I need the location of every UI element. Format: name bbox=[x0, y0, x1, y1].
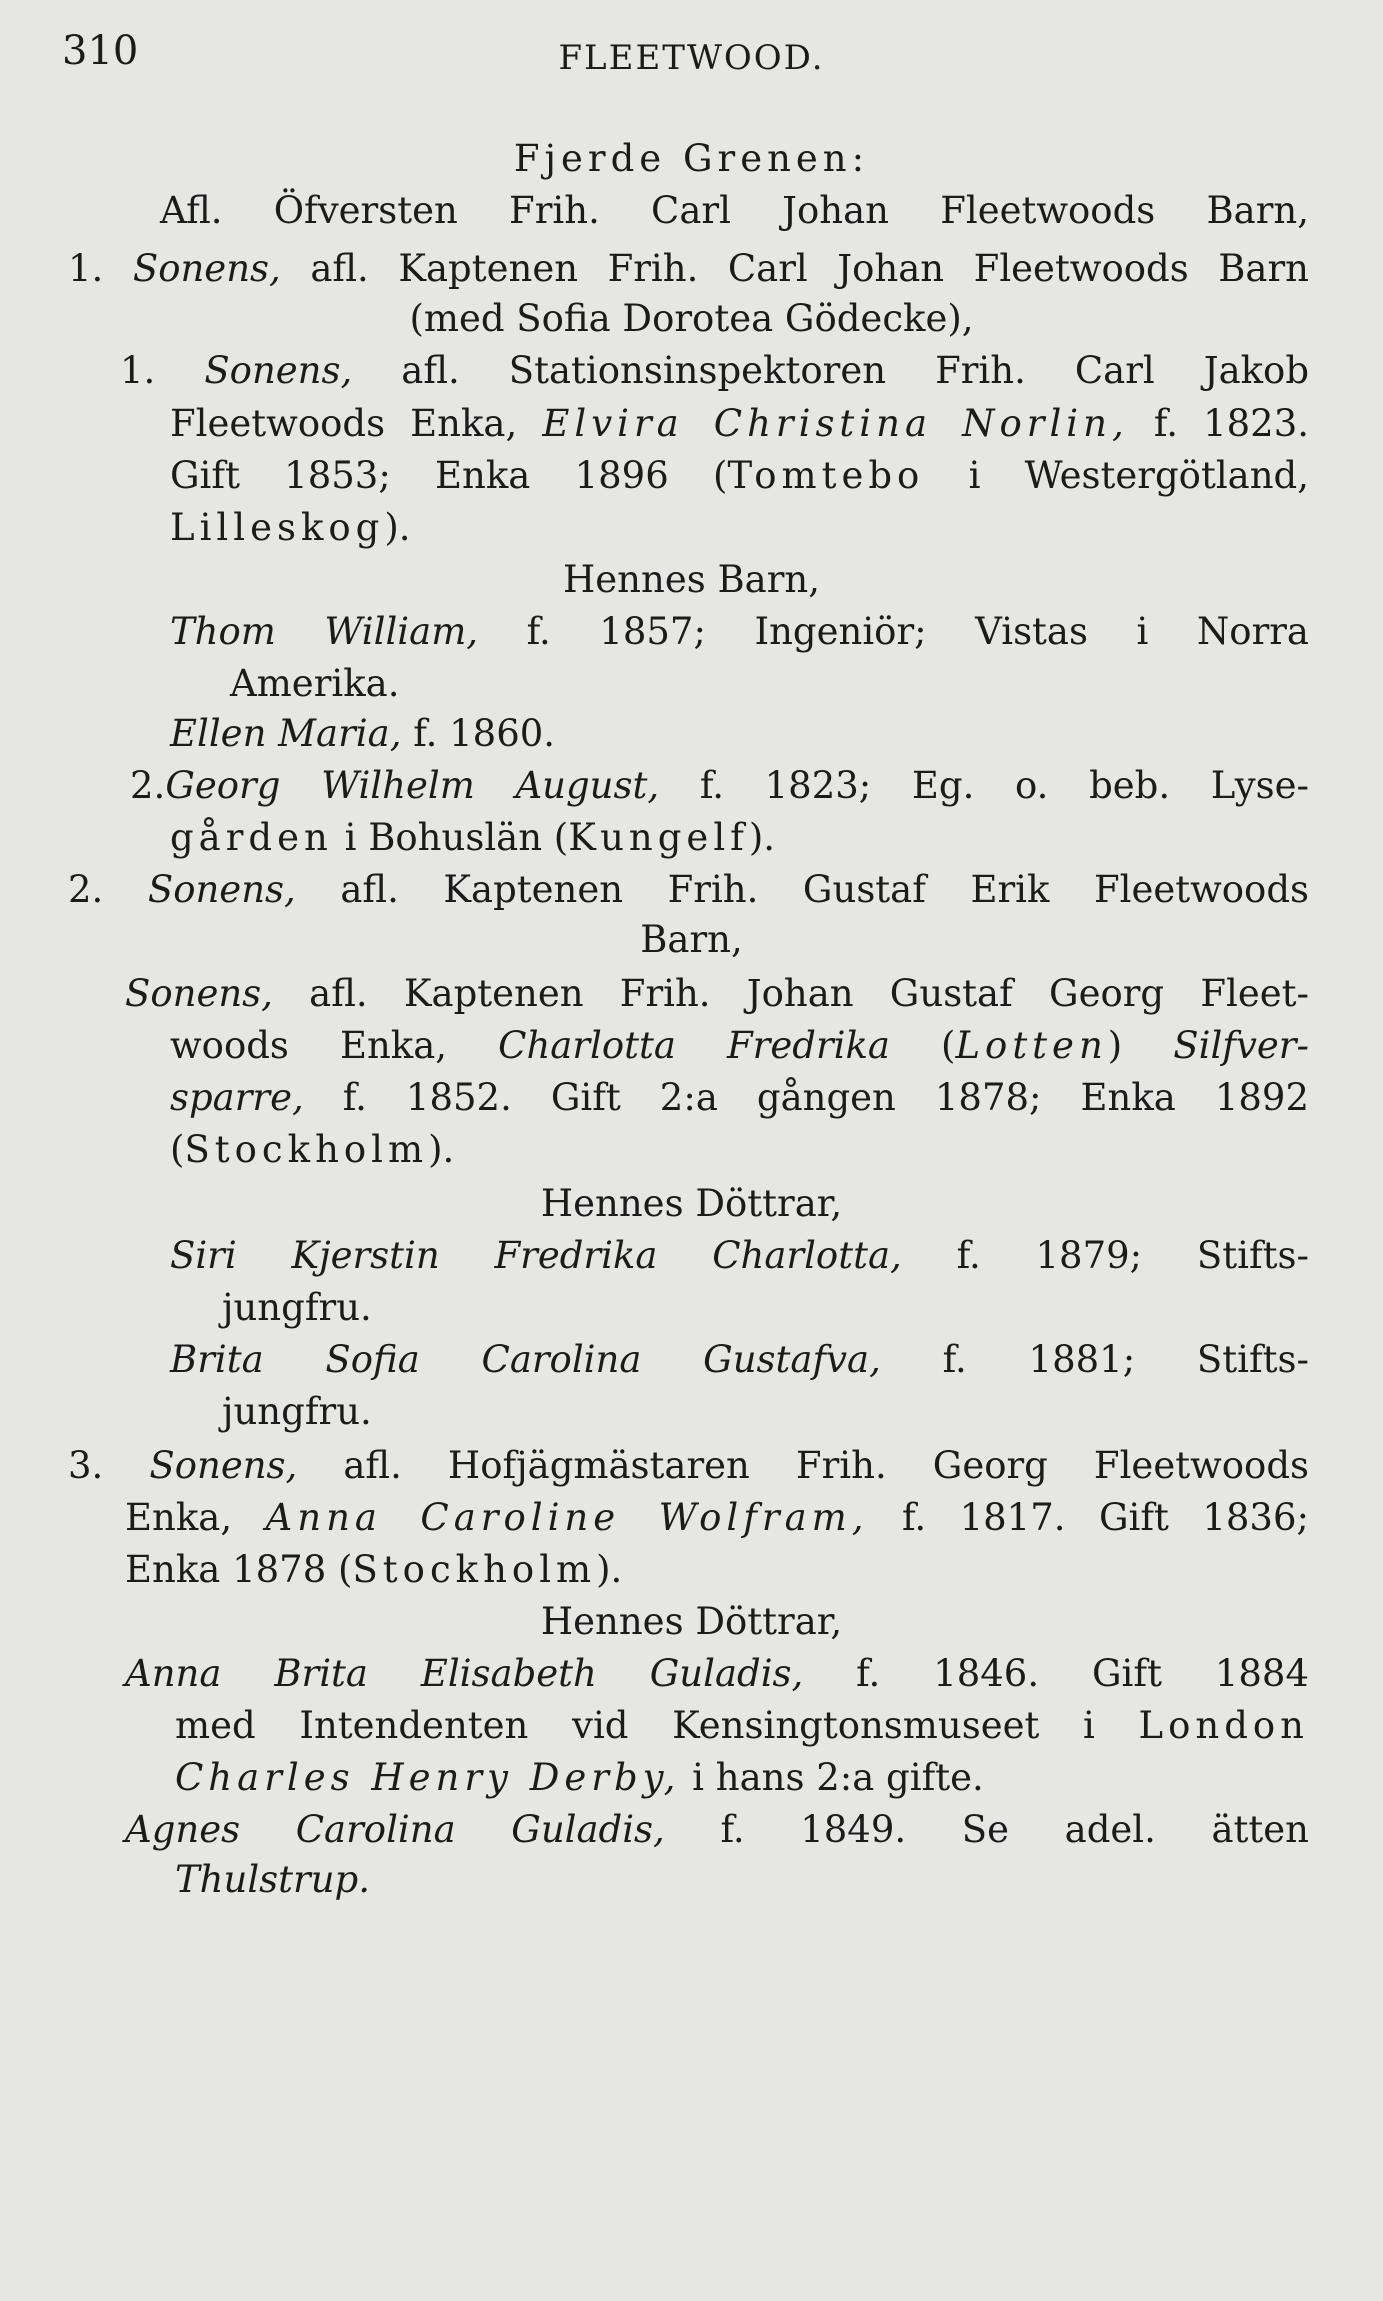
text-line: sparre, f. 1852. Gift 2:a gången 1878; Enka 1892 bbox=[170, 1076, 1309, 1119]
text-line: (med Sofia Dorotea Gödecke), bbox=[409, 297, 974, 340]
text-line: 2.Georg Wilhelm August, f. 1823; Eg. o. beb. Lyse- bbox=[130, 764, 1310, 807]
text-line: Fleetwoods Enka, Elvira Christina Norlin, f. 1823. bbox=[170, 402, 1310, 445]
text-line: Agnes Carolina Guladis, f. 1849. Se adel. ätten bbox=[125, 1808, 1310, 1851]
page-number: 310 bbox=[62, 28, 139, 74]
text-line: Hennes Barn, bbox=[563, 558, 820, 601]
running-title: FLEETWOOD. bbox=[558, 38, 825, 78]
text-line: med Intendenten vid Kensingtonsmuseet i London bbox=[175, 1704, 1310, 1747]
text-line: Brita Sofia Carolina Gustafva, f. 1881; Stifts- bbox=[170, 1338, 1310, 1381]
text-line: Afl. Öfversten Frih. Carl Johan Fleetwoods Barn, bbox=[160, 189, 1309, 232]
text-line: jungfru. bbox=[222, 1286, 372, 1329]
text-line: Ellen Maria, f. 1860. bbox=[170, 712, 556, 755]
text-line: Barn, bbox=[640, 918, 743, 961]
text-line: Hennes Döttrar, bbox=[540, 1600, 843, 1643]
text-line: jungfru. bbox=[222, 1390, 372, 1433]
text-line: Sonens, afl. Kaptenen Frih. Johan Gustaf Georg Fleet- bbox=[125, 972, 1309, 1015]
text-line: 2. Sonens, afl. Kaptenen Frih. Gustaf Erik Fleetwoods bbox=[68, 868, 1310, 911]
section-heading: Fjerde Grenen: bbox=[513, 137, 870, 180]
text-line: Hennes Döttrar, bbox=[540, 1182, 843, 1225]
text-line: Amerika. bbox=[230, 662, 400, 705]
text-line: Siri Kjerstin Fredrika Charlotta, f. 1879; Stifts- bbox=[170, 1234, 1309, 1277]
text-line: Gift 1853; Enka 1896 (Tomtebo i Westergötland, bbox=[170, 454, 1309, 497]
text-line: Enka 1878 (Stockholm). bbox=[125, 1548, 623, 1591]
text-line: Enka, Anna Caroline Wolfram, f. 1817. Gift 1836; bbox=[125, 1496, 1309, 1539]
text-line: Thom William, f. 1857; Ingeniör; Vistas i Norra bbox=[170, 610, 1309, 653]
text-line: gården i Bohuslän (Kungelf). bbox=[170, 816, 776, 859]
text-line: 3. Sonens, afl. Hofjägmästaren Frih. Georg Fleetwoods bbox=[68, 1444, 1309, 1487]
text-line: 1. Sonens, afl. Kaptenen Frih. Carl Johan Fleetwoods Barn bbox=[68, 247, 1309, 290]
text-line: (Stockholm). bbox=[170, 1128, 455, 1171]
text-line: Lilleskog). bbox=[170, 506, 411, 549]
text-line: Anna Brita Elisabeth Guladis, f. 1846. Gift 1884 bbox=[125, 1652, 1309, 1695]
text-line: 1. Sonens, afl. Stationsinspektoren Frih. Carl Jakob bbox=[120, 349, 1310, 392]
text-line: woods Enka, Charlotta Fredrika (Lotten) Silfver- bbox=[170, 1024, 1309, 1067]
text-line: Thulstrup. bbox=[175, 1858, 370, 1901]
text-line: Charles Henry Derby, i hans 2:a gifte. bbox=[175, 1756, 984, 1799]
